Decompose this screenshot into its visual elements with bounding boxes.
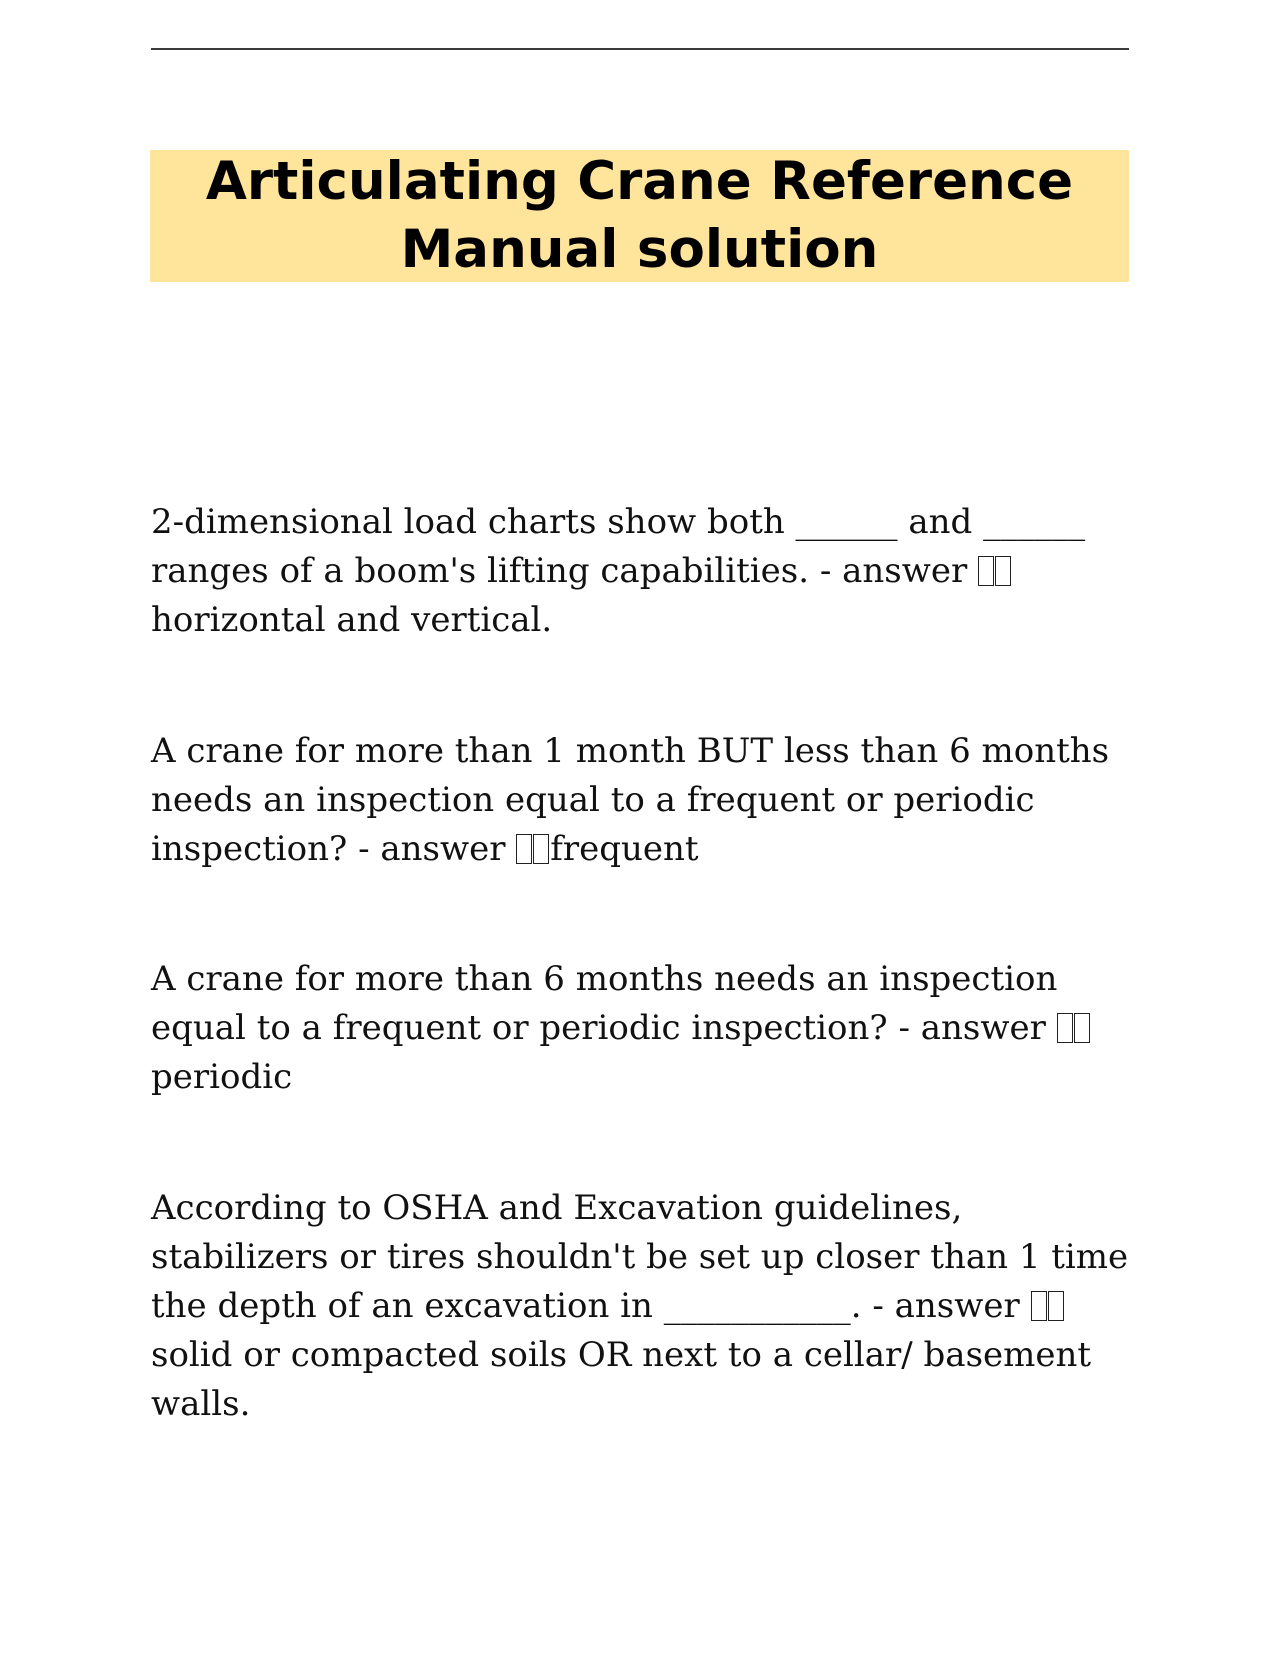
question-text: 2-dimensional load charts show both ______ and ______ ranges of a boom's lifting capabilities. - answer (151, 502, 1086, 591)
answer-text: horizontal and vertical. (151, 600, 553, 640)
question-text: A crane for more than 1 month BUT less than 6 months needs an inspection equal to a frequent or periodic inspection? - answer (151, 731, 1110, 869)
answer-text: frequent (550, 829, 699, 869)
answer-marker-icon (1031, 1282, 1065, 1331)
qa-item-4 (151, 1184, 1131, 1429)
answer-marker-icon (978, 547, 1012, 596)
answer-text: solid or compacted soils OR next to a cellar/ basement walls. (151, 1335, 1092, 1424)
answer-marker-icon (516, 825, 550, 874)
question-text: A crane for more than 6 months needs an inspection equal to a frequent or periodic inspection? - answer (151, 959, 1058, 1048)
question-text: According to OSHA and Excavation guidelines, stabilizers or tires shouldn't be set up closer than 1 time the depth of an excavation in ___________. - answer (151, 1188, 1129, 1326)
title-banner (150, 150, 1129, 282)
qa-item-2 (151, 727, 1131, 874)
qa-item-1 (151, 498, 1131, 645)
header-rule (151, 48, 1129, 50)
qa-item-3 (151, 955, 1131, 1102)
answer-text: periodic (151, 1057, 293, 1097)
document-title: Articulating Crane Reference Manual solution (205, 151, 1074, 280)
answer-marker-icon (1057, 1004, 1091, 1053)
